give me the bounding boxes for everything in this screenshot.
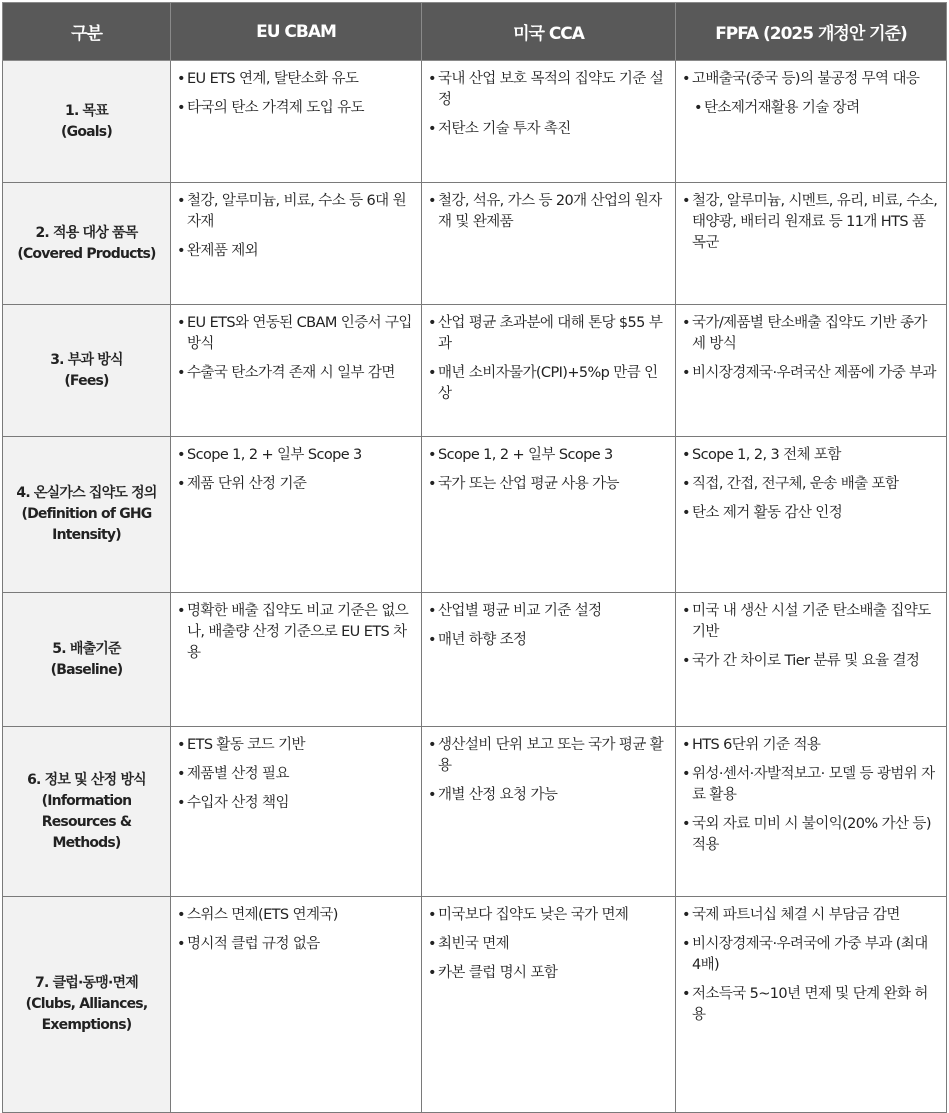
list-item-text: 매년 소비자물가(CPI)+5%p 만큼 인상	[438, 365, 658, 402]
list-item	[682, 984, 938, 1026]
bullet-icon: •	[682, 936, 690, 952]
row-label-ko: 3. 부과 방식	[50, 351, 123, 368]
list-item-text: 카본 클럽 명시 포함	[438, 965, 558, 981]
row-label-en: (Definition of GHG Intensity)	[21, 506, 152, 543]
bullet-icon: •	[177, 795, 185, 811]
list-item-text: 미국보다 집약도 낮은 국가 면제	[438, 907, 629, 923]
bullet-icon: •	[682, 766, 690, 782]
list-item	[177, 905, 413, 926]
bullet-icon: •	[682, 71, 690, 87]
bullet-list	[682, 905, 938, 1026]
bullet-icon: •	[428, 737, 436, 753]
list-item-text: 매년 하향 조정	[438, 632, 527, 648]
list-item	[428, 905, 667, 926]
list-item-text: 제품별 산정 필요	[187, 766, 289, 782]
header-row	[3, 3, 947, 61]
cell-fpfa	[676, 897, 947, 1113]
cell-fpfa	[676, 61, 947, 183]
list-item-text: 국가 또는 산업 평균 사용 가능	[438, 476, 619, 492]
bullet-list	[428, 313, 667, 405]
cell-fpfa	[676, 305, 947, 437]
list-item-text: 고배출국(중국 등)의 불공정 무역 대응	[692, 71, 920, 87]
list-item	[428, 735, 667, 777]
list-item	[177, 69, 413, 90]
list-item-text: 국가 간 차이로 Tier 분류 및 요율 결정	[692, 653, 920, 669]
bullet-icon: •	[428, 365, 436, 381]
bullet-list	[682, 445, 938, 524]
list-item	[177, 363, 413, 384]
table-row	[3, 437, 947, 593]
bullet-icon: •	[682, 907, 690, 923]
list-item-text: ETS 활동 코드 기반	[187, 737, 305, 753]
list-item	[428, 474, 667, 495]
table-row	[3, 61, 947, 183]
list-item	[177, 735, 413, 756]
list-item-text: 탄소제거재활용 기술 장려	[704, 100, 860, 116]
bullet-icon: •	[177, 907, 185, 923]
list-item	[428, 363, 667, 405]
cell-us	[422, 897, 676, 1113]
list-item-text: 산업별 평균 비교 기준 설정	[438, 603, 602, 619]
list-item-text: 국외 자료 미비 시 불이익(20% 가산 등) 적용	[692, 816, 931, 853]
list-item-text: 생산설비 단위 보고 또는 국가 평균 활용	[438, 737, 664, 774]
list-item	[428, 313, 667, 355]
bullet-list	[177, 601, 413, 664]
bullet-list	[428, 69, 667, 140]
bullet-icon: •	[682, 505, 690, 521]
cell-fpfa	[676, 437, 947, 593]
bullet-icon: •	[177, 737, 185, 753]
list-item	[682, 363, 938, 384]
list-item	[682, 735, 938, 756]
bullet-icon: •	[694, 100, 702, 116]
list-item	[177, 934, 413, 955]
row-label-en: (Covered Products)	[17, 245, 156, 262]
list-item-text: 제품 단위 산정 기준	[187, 476, 307, 492]
bullet-icon: •	[177, 315, 185, 331]
list-item-text: 개별 산정 요청 가능	[438, 787, 558, 803]
bullet-icon: •	[682, 476, 690, 492]
bullet-icon: •	[177, 365, 185, 381]
bullet-list	[177, 445, 413, 495]
list-item	[682, 474, 938, 495]
row-label	[3, 593, 171, 727]
list-item-text: 저탄소 기술 투자 촉진	[438, 121, 571, 137]
list-item-text: 완제품 제외	[187, 243, 259, 259]
cell-eu	[171, 727, 422, 897]
list-item-text: 명시적 클럽 규정 없음	[187, 936, 320, 952]
bullet-icon: •	[428, 121, 436, 137]
bullet-icon: •	[428, 315, 436, 331]
bullet-icon: •	[682, 365, 690, 381]
list-item-text: HTS 6단위 기준 적용	[692, 737, 821, 753]
list-item	[682, 934, 938, 976]
cell-eu	[171, 897, 422, 1113]
table-row	[3, 183, 947, 305]
bullet-icon: •	[177, 766, 185, 782]
list-item	[682, 98, 938, 119]
list-item-text: EU ETS와 연동된 CBAM 인증서 구입 방식	[187, 315, 412, 352]
bullet-icon: •	[177, 603, 185, 619]
bullet-list	[682, 313, 938, 384]
row-label	[3, 183, 171, 305]
bullet-icon: •	[428, 71, 436, 87]
bullet-icon: •	[682, 737, 690, 753]
list-item	[177, 793, 413, 814]
list-item-text: 산업 평균 초과분에 대해 톤당 $55 부과	[438, 315, 663, 352]
list-item-text: 국가/제품별 탄소배출 집약도 기반 종가세 방식	[692, 315, 927, 352]
list-item-text: EU ETS 연계, 탈탄소화 유도	[187, 71, 359, 87]
bullet-list	[177, 735, 413, 814]
list-item	[682, 601, 938, 643]
list-item	[682, 651, 938, 672]
list-item-text: 최빈국 면제	[438, 936, 510, 952]
comparison-table	[2, 2, 947, 1113]
list-item-text: 스위스 면제(ETS 연계국)	[187, 907, 338, 923]
bullet-icon: •	[682, 603, 690, 619]
list-item-text: Scope 1, 2, 3 전체 포함	[692, 447, 841, 463]
list-item	[428, 601, 667, 622]
cell-eu	[171, 437, 422, 593]
list-item-text: 비시장경제국·우려국에 가중 부과 (최대 4배)	[692, 936, 928, 973]
bullet-icon: •	[177, 243, 185, 259]
list-item	[177, 241, 413, 262]
table-row	[3, 593, 947, 727]
bullet-icon: •	[177, 193, 185, 209]
bullet-list	[428, 445, 667, 495]
bullet-list	[428, 905, 667, 984]
cell-fpfa	[676, 593, 947, 727]
list-item	[177, 445, 413, 466]
row-label-ko: 4. 온실가스 집약도 정의	[16, 485, 157, 501]
list-item-text: 위성·센서·자발적보고· 모델 등 광범위 자료 활용	[692, 766, 935, 803]
bullet-icon: •	[428, 447, 436, 463]
list-item	[177, 313, 413, 355]
list-item	[177, 474, 413, 495]
list-item-text: 직접, 간접, 전구체, 운송 배출 포함	[692, 476, 899, 492]
bullet-list	[428, 601, 667, 651]
list-item	[177, 191, 413, 233]
row-label-en: (Baseline)	[50, 661, 123, 678]
bullet-icon: •	[428, 907, 436, 923]
bullet-list	[177, 191, 413, 262]
list-item	[428, 445, 667, 466]
bullet-list	[428, 191, 667, 233]
header-fpfa: FPFA (2025 개정안 기준)	[676, 3, 947, 61]
list-item	[177, 98, 413, 119]
table-header	[3, 3, 947, 61]
table-body	[3, 61, 947, 1113]
list-item-text: 수입자 산정 책임	[187, 795, 289, 811]
list-item-text: 철강, 알루미늄, 비료, 수소 등 6대 원자재	[187, 193, 406, 230]
list-item	[177, 764, 413, 785]
list-item-text: 미국 내 생산 시설 기준 탄소배출 집약도 기반	[692, 603, 931, 640]
cell-eu	[171, 593, 422, 727]
list-item-text: 타국의 탄소 가격제 도입 유도	[187, 100, 364, 116]
bullet-icon: •	[682, 315, 690, 331]
row-label-ko: 1. 목표	[65, 102, 108, 119]
bullet-list	[428, 735, 667, 806]
list-item-text: 비시장경제국·우려국산 제품에 가중 부과	[692, 365, 936, 381]
header-us-cca: 미국 CCA	[422, 3, 676, 61]
bullet-icon: •	[177, 447, 185, 463]
header-category: 구분	[3, 3, 171, 61]
cell-us	[422, 305, 676, 437]
list-item	[428, 119, 667, 140]
list-item-text: 국제 파트너십 체결 시 부담금 감면	[692, 907, 900, 923]
bullet-icon: •	[682, 816, 690, 832]
list-item	[428, 934, 667, 955]
cell-eu	[171, 305, 422, 437]
bullet-icon: •	[428, 965, 436, 981]
list-item	[177, 601, 413, 664]
cell-us	[422, 183, 676, 305]
list-item	[682, 764, 938, 806]
bullet-icon: •	[428, 603, 436, 619]
row-label-en: (Information Resources & Methods)	[41, 792, 132, 851]
bullet-list	[177, 905, 413, 955]
bullet-list	[682, 601, 938, 672]
bullet-icon: •	[428, 193, 436, 209]
list-item-text: 명확한 배출 집약도 비교 기준은 없으나, 배출량 산정 기준으로 EU ETS 차용	[187, 603, 409, 661]
bullet-icon: •	[177, 71, 185, 87]
bullet-icon: •	[428, 936, 436, 952]
list-item	[682, 905, 938, 926]
bullet-list	[177, 313, 413, 384]
header-eu-cbam: EU CBAM	[171, 3, 422, 61]
bullet-icon: •	[177, 476, 185, 492]
bullet-list	[177, 69, 413, 119]
list-item-text: 철강, 석유, 가스 등 20개 산업의 원자재 및 완제품	[438, 193, 662, 230]
bullet-icon: •	[682, 193, 690, 209]
bullet-icon: •	[177, 936, 185, 952]
bullet-icon: •	[177, 100, 185, 116]
row-label-ko: 7. 클럽·동맹·면제	[35, 975, 138, 991]
cell-us	[422, 437, 676, 593]
list-item	[682, 313, 938, 355]
cell-fpfa	[676, 727, 947, 897]
list-item	[428, 630, 667, 651]
cell-eu	[171, 61, 422, 183]
cell-fpfa	[676, 183, 947, 305]
list-item-text: 철강, 알루미늄, 시멘트, 유리, 비료, 수소, 태양광, 배터리 원재료 등 11개 HTS 품목군	[692, 193, 938, 251]
list-item-text: Scope 1, 2 + 일부 Scope 3	[187, 447, 362, 463]
bullet-icon: •	[428, 632, 436, 648]
list-item	[428, 785, 667, 806]
list-item	[682, 191, 938, 254]
bullet-icon: •	[428, 787, 436, 803]
row-label	[3, 897, 171, 1113]
list-item	[682, 814, 938, 856]
list-item-text: 국내 산업 보호 목적의 집약도 기준 설정	[438, 71, 664, 108]
row-label-ko: 5. 배출기준	[52, 640, 121, 657]
bullet-list	[682, 191, 938, 254]
list-item-text: 탄소 제거 활동 감산 인정	[692, 505, 843, 521]
list-item	[682, 69, 938, 90]
bullet-icon: •	[682, 986, 690, 1002]
list-item	[428, 69, 667, 111]
cell-us	[422, 61, 676, 183]
row-label-ko: 6. 정보 및 산정 방식	[27, 771, 146, 788]
row-label-en: (Clubs, Alliances, Exemptions)	[25, 996, 148, 1033]
list-item-text: 수출국 탄소가격 존재 시 일부 감면	[187, 365, 395, 381]
list-item	[682, 445, 938, 466]
list-item-text: 저소득국 5~10년 면제 및 단계 완화 허용	[692, 986, 928, 1023]
row-label	[3, 61, 171, 183]
list-item	[428, 191, 667, 233]
bullet-icon: •	[682, 447, 690, 463]
row-label	[3, 437, 171, 593]
row-label	[3, 305, 171, 437]
table-row	[3, 305, 947, 437]
row-label-ko: 2. 적용 대상 품목	[35, 224, 138, 241]
table-row	[3, 727, 947, 897]
list-item	[682, 503, 938, 524]
table-row	[3, 897, 947, 1113]
cell-eu	[171, 183, 422, 305]
cell-us	[422, 727, 676, 897]
bullet-list	[682, 735, 938, 856]
cell-us	[422, 593, 676, 727]
row-label	[3, 727, 171, 897]
row-label-en: (Goals)	[61, 123, 112, 140]
row-label-en: (Fees)	[64, 372, 109, 389]
bullet-list	[682, 69, 938, 119]
bullet-icon: •	[682, 653, 690, 669]
list-item-text: Scope 1, 2 + 일부 Scope 3	[438, 447, 613, 463]
bullet-icon: •	[428, 476, 436, 492]
list-item	[428, 963, 667, 984]
